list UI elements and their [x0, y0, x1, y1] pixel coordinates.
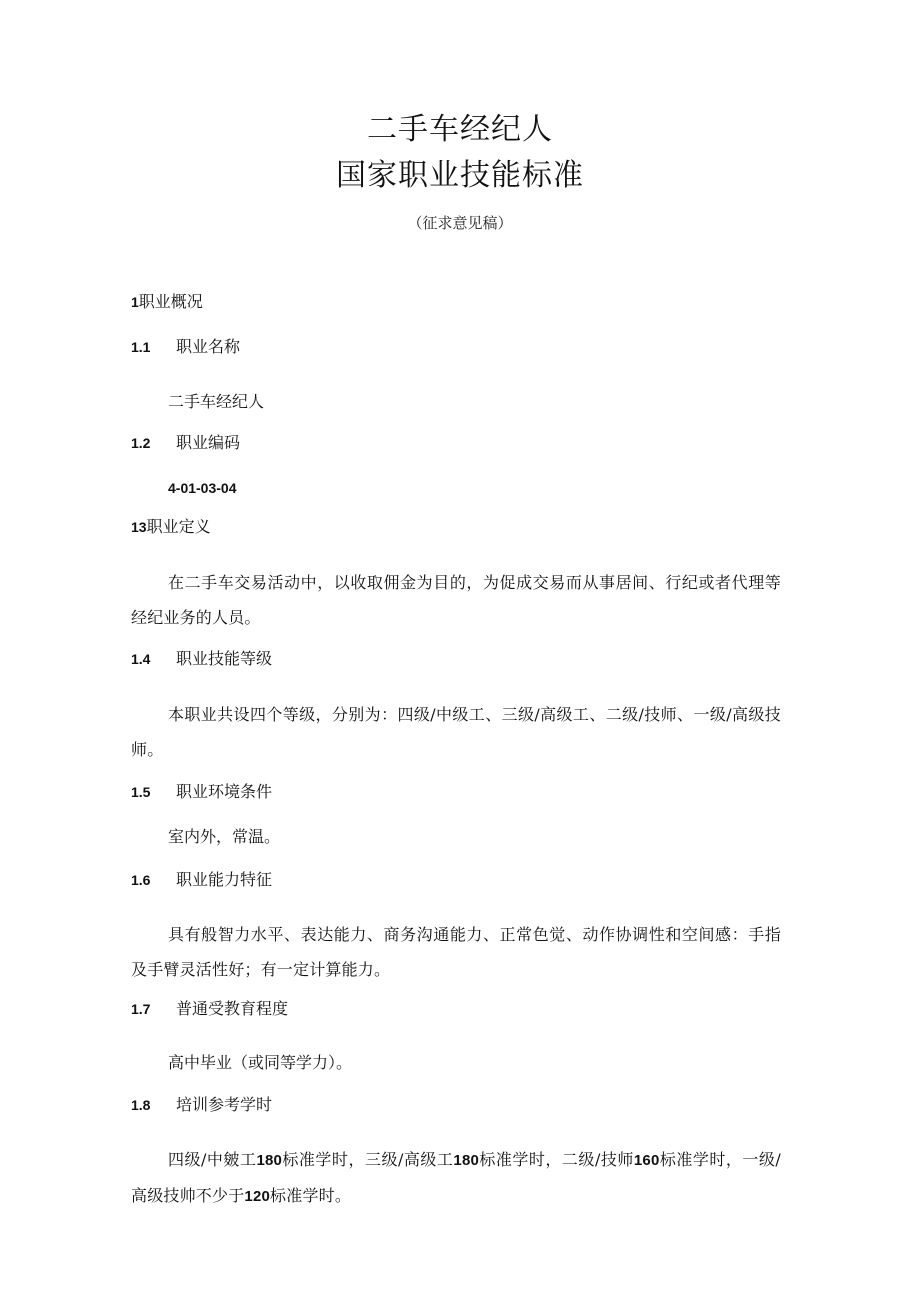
chapter-1-title: 职业概况 [138, 292, 203, 311]
chapter-1-number: 1 [131, 294, 139, 310]
hours-text-3: 标准学时，二级/技师 [479, 1150, 634, 1169]
section-1-2-title: 职业编码 [176, 433, 241, 452]
section-1-8-title: 培训参考学时 [176, 1095, 273, 1114]
chapter-1-heading [131, 291, 203, 313]
hours-value-level1: 120 [244, 1188, 271, 1205]
section-1-7-number: 1.7 [131, 1001, 151, 1017]
section-1-6-heading [131, 869, 272, 891]
section-1-8-number: 1.8 [131, 1097, 151, 1113]
hours-text-4: 标准学时，一级/高级技帅不少于 [131, 1150, 781, 1205]
document-subtitle: （征求意见稿） [407, 214, 513, 232]
section-1-1-title: 职业名称 [176, 337, 241, 356]
section-1-6-number: 1.6 [131, 872, 151, 888]
section-1-1-content: 二手车经纪人 [168, 392, 265, 411]
section-1-4-heading [131, 648, 272, 670]
section-1-3-heading [131, 516, 211, 538]
hours-value-level3: 180 [453, 1152, 480, 1169]
section-1-6-content: 具有般智力水平、表达能力、商务沟通能力、正常色觉、动作协调性和空间感：手指及手臂灵活性好；有一定计算能力。 [131, 925, 781, 979]
section-1-7-title: 普通受教育程度 [176, 999, 289, 1018]
document-title-line1: 二手车经纪人 [367, 112, 553, 147]
section-1-8-heading [131, 1094, 272, 1116]
section-1-5-content: 室内外，常温。 [168, 827, 281, 846]
hours-value-level2: 160 [633, 1152, 660, 1169]
section-1-2-content: 4-01-03-04 [168, 480, 237, 496]
section-1-7-heading [131, 998, 288, 1020]
section-1-2-number: 1.2 [131, 435, 151, 451]
hours-value-level4: 180 [256, 1152, 283, 1169]
section-1-2-heading [131, 432, 240, 454]
section-1-4-number: 1.4 [131, 651, 151, 667]
section-1-5-number: 1.5 [131, 784, 151, 800]
document-title-line2: 国家职业技能标准 [336, 158, 584, 193]
section-1-4-content: 本职业共设四个等级，分别为：四级/中级工、三级/高级工、二级/技师、一级/高级技师。 [131, 705, 781, 759]
section-1-3-number: 13 [131, 519, 147, 535]
section-1-5-title: 职业环境条件 [176, 782, 273, 801]
section-1-6-title: 职业能力特征 [176, 870, 273, 889]
hours-text-5: 标准学时。 [270, 1186, 352, 1205]
section-1-7-content: 高中毕业（或同等学力）。 [168, 1053, 353, 1072]
section-1-8-content [131, 1142, 781, 1214]
hours-text-2: 标准学时，三级/高级工 [282, 1150, 454, 1169]
section-1-5-heading [131, 781, 272, 803]
section-1-1-heading [131, 336, 240, 358]
section-1-4-title: 职业技能等级 [176, 649, 273, 668]
hours-text-1: 四级/中皴工 [168, 1150, 257, 1169]
section-1-3-title: 职业定义 [146, 517, 211, 536]
section-1-3-content: 在二手车交易活动中，以收取佣金为目的，为促成交易而从事居间、行纪或者代理等经纪业务的人员。 [131, 573, 781, 627]
section-1-1-number: 1.1 [131, 339, 151, 355]
